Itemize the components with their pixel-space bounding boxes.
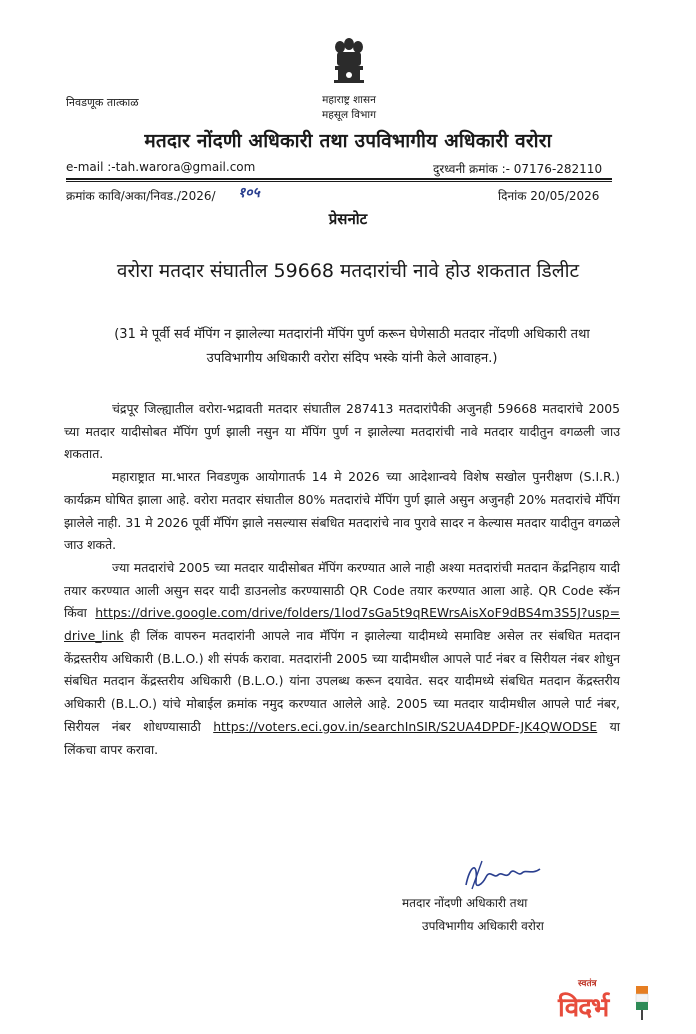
urgency-label: निवडणूक तात्काळ — [66, 96, 139, 109]
body-paragraph-3-intro: ज्या मतदारांचे 2005 च्या मतदार यादीसोबत मॅपिंग करण्यात आले नाही अश्या मतदारांची मतदान केंद्रनिहाय यादी तयार करण्यात आली असुन सदर यादी डाउनलोड करण्यासाठी QR Code तयार करण्यात आला आहे. QR Code स्कॅन किंवा — [64, 559, 620, 621]
signoff-designation-line1: मतदार नोंदणी अधिकारी तथा — [402, 896, 528, 910]
officer-signature — [460, 855, 550, 895]
government-name: महाराष्ट्र शासन — [322, 94, 376, 106]
publisher-logo-tagline: स्वतंत्र — [578, 979, 597, 989]
logo-flag-icon — [634, 986, 650, 1020]
handwritten-reference: १०५ — [238, 185, 260, 201]
body-paragraph-3 — [64, 557, 620, 761]
voters-search-link[interactable]: https://voters.eci.gov.in/searchInSIR/S2UA4DPDF-JK4QWODSE — [213, 718, 598, 734]
header-divider-thin — [66, 181, 612, 182]
office-email: e-mail :-tah.warora@gmail.com — [66, 160, 256, 174]
body-paragraph-3-middle: ही लिंक वापरुन मतदारांनी आपले नाव मॅपिंग न झालेल्या यादीमध्ये समाविष्ट असेल तर संबधित मतदान केंद्रस्तरीय अधिकारी (B.L.O.) शी संपर्क करावा. मतदारांनी 2005 च्या यादीमधील आपले पार्ट नंबर व सिरीयल नंबर शोधुन संबधित मतदान केंद्रस्तरीय अधिकारी (B.L.O.) यांना उपलब्ध करून दयावेत. सदर यादीमध्ये संबधित मतदान केंद्रस्तरीय अधिकारी (B.L.O.) यांचे मोबाईल क्रमांक नमुद करण्यात आलेले आहे. 2005 च्या मतदार यादीमधील आपले पार्ट नंबर, सिरीयल नंबर शोधण्यासाठी — [64, 628, 620, 734]
office-title: मतदार नोंदणी अधिकारी तथा उपविभागीय अधिकारी वरोरा — [144, 130, 552, 152]
reference-number: क्रमांक कावि/अका/निवड./2026/ — [66, 189, 216, 203]
body-paragraph-3-end: या लिंकचा वापर करावा. — [64, 718, 620, 757]
press-note-title: प्रेसनोट — [328, 210, 368, 228]
header-divider — [66, 178, 612, 180]
office-phone: दुरध्वनी क्रमांक :- 07176-282110 — [433, 162, 603, 176]
body-paragraph-2: महाराष्ट्रात मा.भारत निवडणुक आयोगातर्फ 14 मे 2026 च्या आदेशान्वये विशेष सखोल पुनरीक्षण (S.I.R.) कार्यक्रम घोषित झाला आहे. वरोरा मतदार संघातील 80% मतदारांचे मॅपिंग पुर्ण झाले असुन अजुनही 20% मतदारांचे मॅपिंग झालेले नाही. 31 मे 2026 पूर्वी मॅपिंग झाले नसल्यास संबधित मतदारांचे नाव पुरावे सादर न केल्यास मतदार यादीतुन वगळले जाउ शकते. — [64, 469, 620, 553]
signoff-designation-line2: उपविभागीय अधिकारी वरोरा — [422, 919, 544, 933]
press-note-body — [64, 398, 620, 761]
state-emblem-icon — [329, 36, 369, 92]
letter-date: दिनांक 20/05/2026 — [498, 189, 600, 203]
press-note-subheadline: (31 मे पूर्वी सर्व मॅपिंग न झालेल्या मतदारांनी मॅपिंग पुर्ण करून घेणेसाठी मतदार नोंदणी अधिकारी तथा उपविभागीय अधिकारी वरोरा संदिप भस्के यांनी केले आवाहन.) — [114, 327, 590, 366]
drive-link[interactable]: https://drive.google.com/drive/folders/1lod7sGa5t9qREWrsAisXoF9dBS4m3S5J?usp=drive_link — [64, 605, 620, 644]
department-name: महसूल विभाग — [322, 109, 376, 121]
publisher-logo-name: विदर्भ — [558, 993, 609, 1023]
publisher-logo — [558, 976, 654, 1026]
body-paragraph-1: चंद्रपूर जिल्ह्यातील वरोरा-भद्रावती मतदार संघातील 287413 मतदारांपैकी अजुनही 59668 मतदारांचे 2005 च्या मतदार यादीसोबत मॅपिंग पुर्ण झाली नसुन या मॅपिंग पुर्ण न झालेल्या मतदारांची नावे मतदार यादीतुन वगळली जाउ शकतात. — [64, 401, 620, 462]
press-note-headline: वरोरा मतदार संघातील 59668 मतदारांची नावे होउ शकतात डिलीट — [116, 260, 580, 282]
